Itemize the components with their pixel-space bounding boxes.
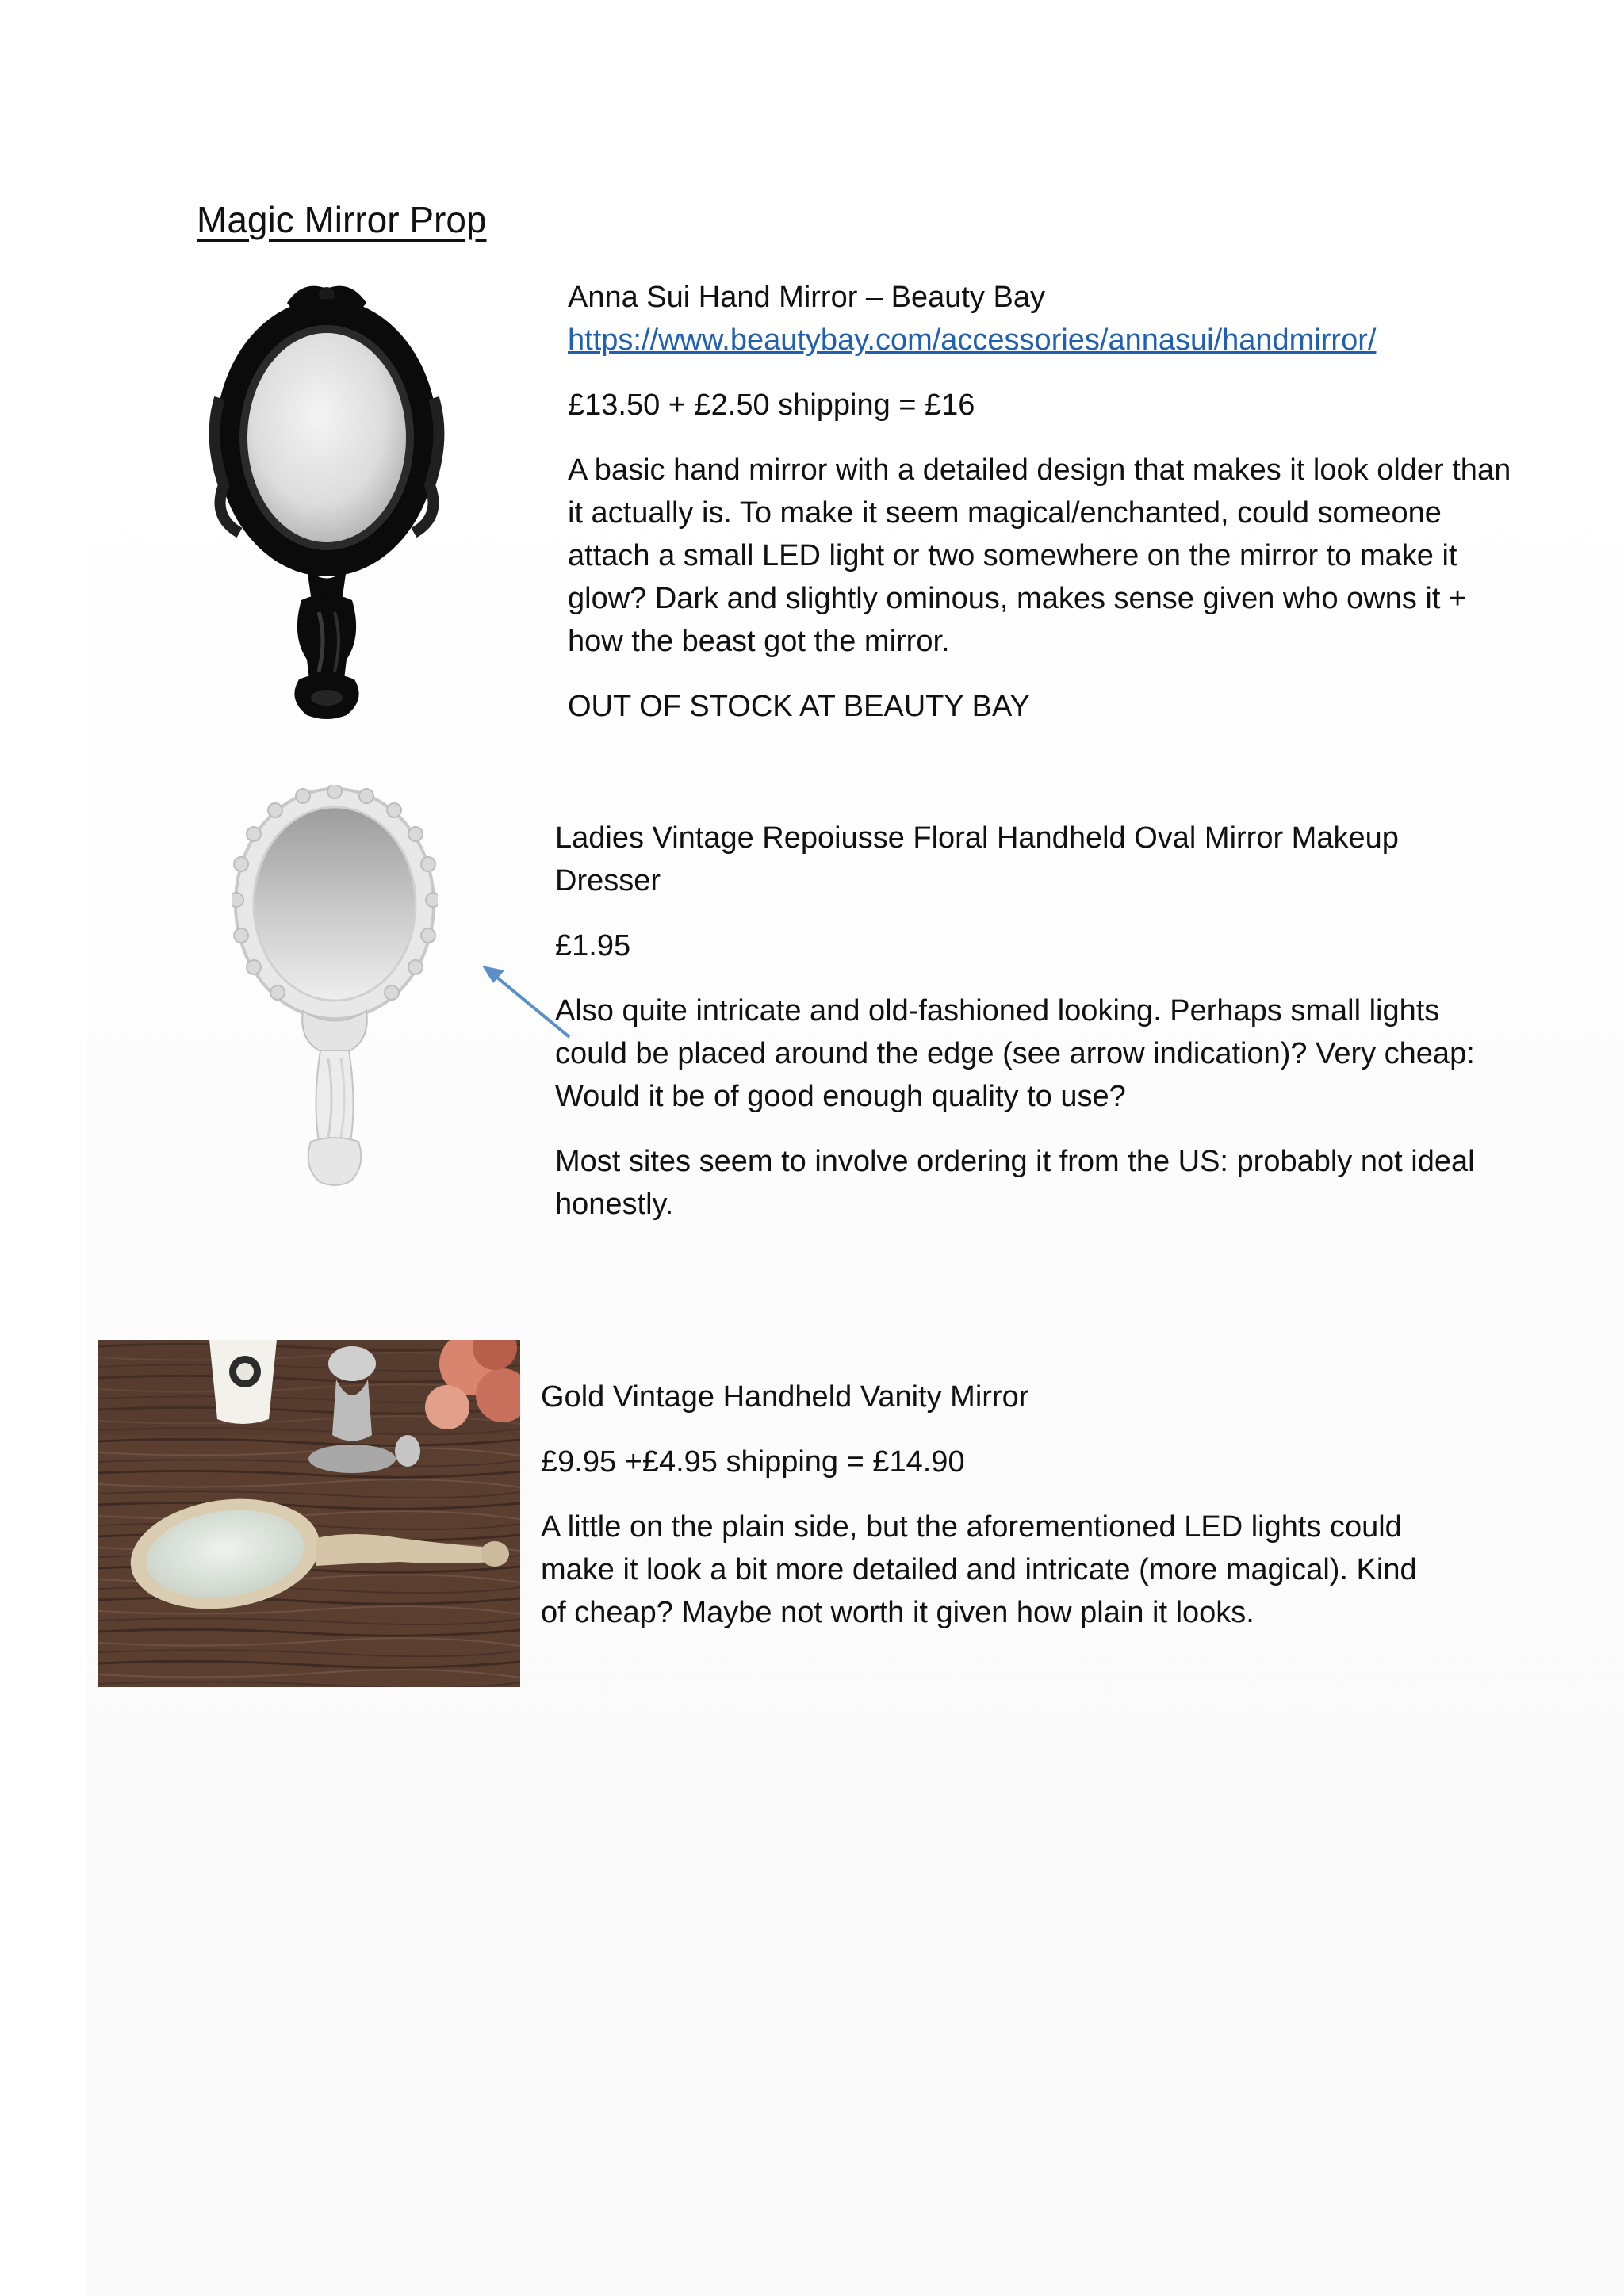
product-link-line (568, 319, 1519, 362)
silver-floral-mirror-image (232, 785, 438, 1197)
product-note: Most sites seem to involve ordering it from the US: probably not ideal honestly. (555, 1145, 1475, 1221)
product-description: A basic hand mirror with a detailed design that makes it look older than it actually is. To make it seem magical/enchanted, could someone attach a small LED light or two somewhere on the mirror to make it glow? Dark and slightly ominous, makes sense given who owns it + how the beast got the mirror. (568, 453, 1511, 658)
product-entry-floral-mirror (555, 817, 1475, 1248)
product-description: A little on the plain side, but the aforementioned LED lights could make it look a bit more detailed and intricate (more magical). Kind of cheap? Maybe not worth it given how plain it looks. (541, 1510, 1417, 1629)
product-entry-anna-sui (568, 276, 1519, 750)
product-link[interactable]: https://www.beautybay.com/accessories/annasui/handmirror/ (568, 323, 1377, 357)
product-note: OUT OF STOCK AT BEAUTY BAY (568, 690, 1030, 723)
product-price: £13.50 + £2.50 shipping = £16 (568, 388, 975, 422)
product-name: Anna Sui Hand Mirror – Beauty Bay (568, 281, 1045, 314)
product-name: Ladies Vintage Repoiusse Floral Handheld Oval Mirror Makeup Dresser (555, 821, 1399, 897)
product-entry-gold-mirror (541, 1376, 1445, 1656)
gold-vintage-mirror-photo (98, 1340, 520, 1687)
page-title: Magic Mirror Prop (197, 199, 487, 240)
black-hand-mirror-image (208, 279, 446, 723)
product-name: Gold Vintage Handheld Vanity Mirror (541, 1380, 1029, 1414)
product-price: £1.95 (555, 929, 631, 962)
product-price: £9.95 +£4.95 shipping = £14.90 (541, 1445, 965, 1479)
product-description: Also quite intricate and old-fashioned looking. Perhaps small lights could be placed around the edge (see arrow indication)? Very cheap: Would it be of good enough quality to use? (555, 994, 1475, 1113)
